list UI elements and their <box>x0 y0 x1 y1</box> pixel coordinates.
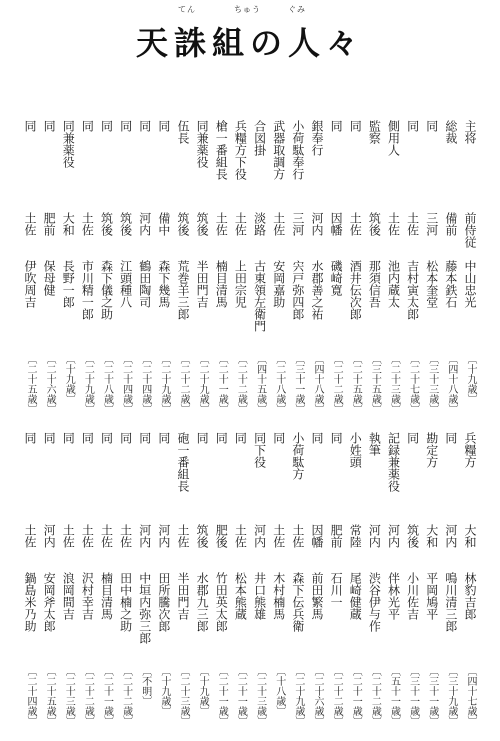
member-name: 浪岡間吉 <box>61 572 76 620</box>
member-name: 木村楠馬 <box>271 572 286 620</box>
member-name: 楠目清馬 <box>214 260 229 308</box>
member-name: 平岡鳩平 <box>424 572 439 620</box>
member-column <box>422 120 442 420</box>
member-age: 〔四十五歳〕 <box>254 354 266 414</box>
member-name: 宍戸弥四郎 <box>290 260 305 320</box>
member-role: 同 <box>80 432 95 444</box>
member-name: 森下幾馬 <box>156 260 171 308</box>
member-age: 〔不明〕 <box>139 666 151 706</box>
member-role: 同 <box>348 120 363 132</box>
member-role: 監察 <box>367 120 382 144</box>
member-name: 渋谷伊与作 <box>367 572 382 632</box>
member-name: 保母健 <box>42 260 57 296</box>
member-origin: 肥前 <box>42 212 57 236</box>
member-column <box>173 432 193 732</box>
member-name: 沢村幸吉 <box>80 572 95 620</box>
member-column <box>250 432 270 732</box>
member-origin: 淡路 <box>252 212 267 236</box>
member-name: 井口熊雄 <box>252 572 267 620</box>
member-name: 松本奎堂 <box>424 260 439 308</box>
member-age: 〔二十九歳〕 <box>82 354 94 414</box>
member-age: 〔二十六歳〕 <box>311 666 323 726</box>
member-age: 〔五十一歳〕 <box>388 666 400 726</box>
member-age: 〔二十九歳〕 <box>292 666 304 726</box>
member-name: 長野一郎 <box>61 260 76 308</box>
member-origin: 筑後 <box>195 524 210 548</box>
member-role: 総裁 <box>443 120 458 144</box>
member-role: 同 <box>99 120 114 132</box>
member-column <box>403 432 423 732</box>
member-origin: 備中 <box>156 212 171 236</box>
member-role: 同 <box>309 432 324 444</box>
member-role: 同 <box>329 432 344 444</box>
member-column <box>97 432 117 732</box>
member-origin: 土佐 <box>61 524 76 548</box>
member-origin: 備前 <box>443 212 458 236</box>
member-origin: 河内 <box>252 524 267 548</box>
member-name: 半田門吉 <box>176 572 191 620</box>
member-origin: 土佐 <box>233 524 248 548</box>
member-role: 同 <box>214 432 229 444</box>
member-origin: 筑後 <box>405 524 420 548</box>
member-origin: 因幡 <box>309 524 324 548</box>
member-role: 銀奉行 <box>309 120 324 156</box>
member-role: 同 <box>99 432 114 444</box>
member-name: 前田繁馬 <box>309 572 324 620</box>
member-name: 伴林光平 <box>386 572 401 620</box>
member-origin: 土佐 <box>176 524 191 548</box>
member-name: 鶴田陶司 <box>137 260 152 308</box>
member-column <box>345 120 365 420</box>
member-name: 石川一 <box>329 572 344 608</box>
member-age: 〔四十八歳〕 <box>311 354 323 414</box>
member-origin: 大和 <box>463 524 477 548</box>
member-age: 〔二十四歳〕 <box>139 354 151 414</box>
member-column <box>58 120 78 420</box>
member-column <box>97 120 117 420</box>
member-name: 安岡斧太郎 <box>42 572 57 632</box>
member-age: 〔十八歳〕 <box>273 666 285 716</box>
member-column <box>326 432 346 732</box>
member-name: 水郡九三郎 <box>195 572 210 632</box>
member-age: 〔二十四歳〕 <box>120 354 132 414</box>
member-origin: 土佐 <box>214 212 229 236</box>
member-age: 〔二十二歳〕 <box>82 666 94 726</box>
member-origin: 三河 <box>424 212 439 236</box>
member-origin: 土佐 <box>233 212 248 236</box>
member-column <box>307 120 327 420</box>
member-origin: 前侍従 <box>463 212 477 248</box>
member-age: 〔二十五歳〕 <box>25 354 36 414</box>
member-origin: 河内 <box>386 524 401 548</box>
member-origin: 筑後 <box>118 212 133 236</box>
member-role: 同 <box>156 120 171 132</box>
member-origin: 土佐 <box>271 524 286 548</box>
member-origin: 土佐 <box>405 212 420 236</box>
member-role: 同 <box>329 120 344 132</box>
member-role: 同 <box>424 120 439 132</box>
member-origin: 土佐 <box>386 212 401 236</box>
member-role: 同 <box>405 120 420 132</box>
member-column <box>307 432 327 732</box>
member-column <box>154 432 174 732</box>
member-origin: 土佐 <box>23 524 37 548</box>
member-age: 〔二十四歳〕 <box>25 666 36 726</box>
member-origin: 肥前 <box>329 524 344 548</box>
member-role: 伍長 <box>176 120 191 144</box>
member-origin: 筑後 <box>367 212 382 236</box>
member-origin: 河内 <box>443 524 458 548</box>
member-age: 〔二十二歳〕 <box>331 666 343 726</box>
upper-table <box>0 120 500 420</box>
member-origin: 河内 <box>309 212 324 236</box>
member-name: 小川佐吉 <box>405 572 420 620</box>
member-role: 同 <box>23 432 37 444</box>
member-age: 〔二十一歳〕 <box>235 666 247 726</box>
member-age: 〔四十八歳〕 <box>445 354 457 414</box>
member-name: 市川精一郎 <box>80 260 95 320</box>
member-column <box>364 432 384 732</box>
member-age: 〔二十三歳〕 <box>178 666 190 726</box>
member-role: 同 <box>137 432 152 444</box>
member-age: 〔二十一歳〕 <box>350 666 362 726</box>
member-role: 執筆 <box>367 432 382 456</box>
member-name: 田中楠之助 <box>118 572 133 632</box>
member-role: 記録兼薬役 <box>386 432 401 492</box>
member-age: 〔三十一歳〕 <box>407 666 419 726</box>
member-name: 磯崎寛 <box>329 260 344 296</box>
member-origin: 土佐 <box>271 212 286 236</box>
member-column <box>460 432 480 732</box>
member-column <box>211 120 231 420</box>
member-origin: 筑後 <box>195 212 210 236</box>
member-age: 〔二十二歳〕 <box>331 354 343 414</box>
member-column <box>39 432 59 732</box>
member-age: 〔二十三歳〕 <box>254 666 266 726</box>
member-age: 〔四十七歳〕 <box>465 666 476 726</box>
member-column <box>77 120 97 420</box>
member-age: 〔二十五歳〕 <box>44 666 56 726</box>
member-name: 上田宗児 <box>233 260 248 308</box>
member-origin: 河内 <box>42 524 57 548</box>
member-age: 〔三十一歳〕 <box>292 354 304 414</box>
member-column <box>383 120 403 420</box>
member-origin: 土佐 <box>80 212 95 236</box>
member-role: 同 <box>42 432 57 444</box>
member-age: 〔三十一歳〕 <box>426 666 438 726</box>
member-role: 同 <box>233 432 248 444</box>
member-origin: 因幡 <box>329 212 344 236</box>
member-name: 伊吹周吉 <box>23 260 37 308</box>
member-role: 砲一番組長 <box>176 432 191 492</box>
member-column <box>250 120 270 420</box>
member-role: 同兼薬役 <box>61 120 76 168</box>
member-age: 〔二十三歳〕 <box>388 354 400 414</box>
member-age: 〔二十三歳〕 <box>63 666 75 726</box>
member-origin: 河内 <box>367 524 382 548</box>
member-role: 兵糧方下役 <box>233 120 248 180</box>
member-origin: 土佐 <box>290 524 305 548</box>
member-origin: 河内 <box>156 524 171 548</box>
member-role: 同 <box>118 432 133 444</box>
member-column <box>345 432 365 732</box>
member-role: 同 <box>61 432 76 444</box>
member-name: 荒巻羊三郎 <box>176 260 191 320</box>
member-name: 林豹吉郎 <box>463 572 477 620</box>
member-role: 兵糧方 <box>463 432 477 468</box>
member-name: 中垣内弥三郎 <box>137 572 152 644</box>
member-origin: 河内 <box>137 524 152 548</box>
member-column <box>288 120 308 420</box>
member-origin: 筑後 <box>176 212 191 236</box>
member-name: 藤本鉄石 <box>443 260 458 308</box>
member-origin: 土佐 <box>348 212 363 236</box>
member-name: 森下伝兵衛 <box>290 572 305 632</box>
member-age: 〔三十五歳〕 <box>369 354 381 414</box>
member-column <box>135 432 155 732</box>
member-name: 鳴川清三郎 <box>443 572 458 632</box>
member-column <box>192 120 212 420</box>
member-column <box>403 120 423 420</box>
member-column <box>441 432 461 732</box>
member-column <box>135 120 155 420</box>
member-age: 〔二十一歳〕 <box>101 666 113 726</box>
member-role: 同 <box>137 120 152 132</box>
member-name: 吉村寅太郎 <box>405 260 420 320</box>
member-role: 同 <box>156 432 171 444</box>
member-origin: 大和 <box>424 524 439 548</box>
member-role: 小姓頭 <box>348 432 363 468</box>
member-age: 〔二十二歳〕 <box>178 354 190 414</box>
member-age: 〔二十五歳〕 <box>350 354 362 414</box>
member-name: 古東領左衛門 <box>252 260 267 332</box>
member-column <box>326 120 346 420</box>
member-age: 〔二十八歳〕 <box>101 354 113 414</box>
member-name: 酒井伝次郎 <box>348 260 363 320</box>
member-origin: 肥後 <box>214 524 229 548</box>
member-column <box>77 432 97 732</box>
member-age: 〔二十六歳〕 <box>44 354 56 414</box>
member-role: 同下役 <box>252 432 267 468</box>
member-role: 主将 <box>463 120 477 144</box>
member-name: 半田門吉 <box>195 260 210 308</box>
member-column <box>230 432 250 732</box>
ruby-ten: てん <box>178 5 196 14</box>
member-name: 安岡嘉助 <box>271 260 286 308</box>
member-role: 同 <box>80 120 95 132</box>
member-name: 鍋島米乃助 <box>23 572 37 632</box>
member-column <box>441 120 461 420</box>
member-role: 側用人 <box>386 120 401 156</box>
member-role: 同 <box>271 432 286 444</box>
member-column <box>364 120 384 420</box>
member-name: 田所騰次郎 <box>156 572 171 632</box>
member-age: 〔二十一歳〕 <box>216 354 228 414</box>
member-origin: 常陸 <box>348 524 363 548</box>
member-age: 〔二十二歳〕 <box>369 666 381 726</box>
member-role: 槍一番組長 <box>214 120 229 180</box>
member-column <box>460 120 480 420</box>
member-age: 〔二十九歳〕 <box>197 354 209 414</box>
member-column <box>58 432 78 732</box>
member-role: 同兼薬役 <box>195 120 210 168</box>
member-name: 松本熊蔵 <box>233 572 248 620</box>
member-name: 那須信吾 <box>367 260 382 308</box>
member-role: 同 <box>118 120 133 132</box>
member-origin: 土佐 <box>99 524 114 548</box>
member-age: 〔十九歳〕 <box>465 354 476 404</box>
member-column <box>116 432 136 732</box>
member-role: 小荷駄奉行 <box>290 120 305 180</box>
member-column <box>288 432 308 732</box>
member-role: 勘定方 <box>424 432 439 468</box>
member-age: 〔二十二歳〕 <box>120 666 132 726</box>
member-origin: 筑後 <box>99 212 114 236</box>
member-origin: 土佐 <box>80 524 95 548</box>
member-role: 同 <box>23 120 37 132</box>
member-column <box>422 432 442 732</box>
member-age: 〔三十三歳〕 <box>426 354 438 414</box>
member-column <box>230 120 250 420</box>
member-column <box>20 432 40 732</box>
member-role: 同 <box>195 432 210 444</box>
member-name: 竹田英太郎 <box>214 572 229 632</box>
member-column <box>39 120 59 420</box>
member-column <box>383 432 403 732</box>
member-age: 〔二十一歳〕 <box>216 666 228 726</box>
page-title: 天誅組の人々 <box>135 24 364 62</box>
member-column <box>173 120 193 420</box>
member-role: 武器取調方 <box>271 120 286 180</box>
ruby-chuu: ちゅう <box>234 5 261 14</box>
member-age: 〔二十二歳〕 <box>235 354 247 414</box>
member-role: 小荷駄方 <box>290 432 305 480</box>
member-role: 同 <box>42 120 57 132</box>
member-column <box>154 120 174 420</box>
member-column <box>192 432 212 732</box>
member-name: 水郡善之祐 <box>309 260 324 320</box>
member-origin: 土佐 <box>118 524 133 548</box>
member-column <box>116 120 136 420</box>
member-age: 〔三十九歳〕 <box>445 666 457 726</box>
lower-table <box>0 432 500 732</box>
member-name: 尾崎健蔵 <box>348 572 363 620</box>
member-name: 中山忠光 <box>463 260 477 308</box>
member-name: 池内蔵太 <box>386 260 401 308</box>
title-block <box>0 4 500 68</box>
member-origin: 土佐 <box>23 212 37 236</box>
member-origin: 河内 <box>137 212 152 236</box>
member-column <box>211 432 231 732</box>
member-age: 〔十九歳〕 <box>158 666 170 716</box>
ruby-gumi: ぐみ <box>288 5 306 14</box>
member-age: 〔二十九歳〕 <box>158 354 170 414</box>
member-name: 江頭種八 <box>118 260 133 308</box>
member-age: 〔十九歳〕 <box>197 666 209 716</box>
member-origin: 三河 <box>290 212 305 236</box>
member-name: 楠目清馬 <box>99 572 114 620</box>
member-name: 森下儀之助 <box>99 260 114 320</box>
member-role: 同 <box>443 432 458 444</box>
member-column <box>269 120 289 420</box>
member-column <box>20 120 40 420</box>
member-age: 〔十九歳〕 <box>63 354 75 404</box>
member-role: 合図掛 <box>252 120 267 156</box>
member-origin: 大和 <box>61 212 76 236</box>
member-age: 〔二十七歳〕 <box>407 354 419 414</box>
member-column <box>269 432 289 732</box>
member-role: 同 <box>405 432 420 444</box>
member-age: 〔二十八歳〕 <box>273 354 285 414</box>
